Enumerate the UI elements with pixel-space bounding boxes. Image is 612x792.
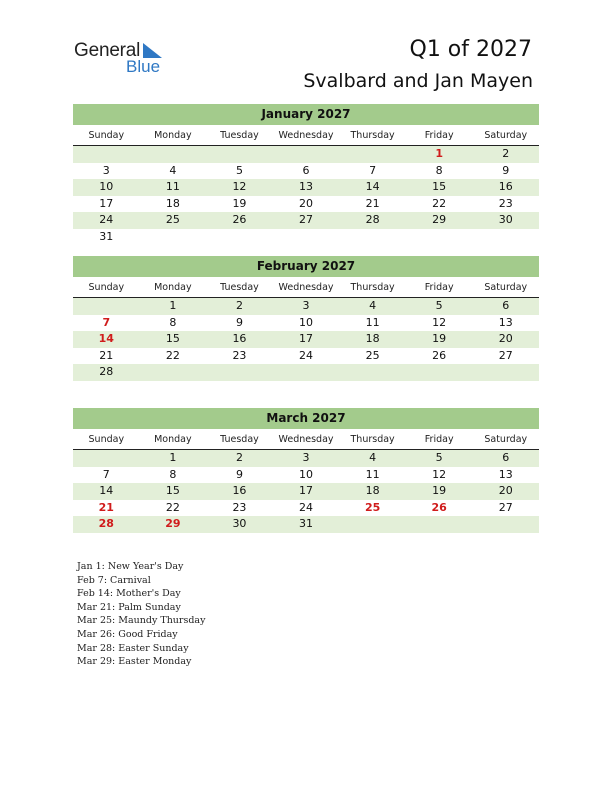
week-row [73,364,539,381]
day-cell: 27 [498,500,513,514]
empty-day-cell [73,450,140,467]
day-cell: 4 [169,163,177,177]
day-cell: 1 [435,147,443,160]
empty-day-cell [73,146,140,163]
day-cell: 24 [99,213,114,226]
weekday-header-row [73,431,539,450]
day-cell: 15 [165,484,180,497]
weekday-label: Thursday [350,130,395,141]
day-cell: 13 [498,315,513,329]
day-cell: 10 [299,467,314,481]
weekday-label: Saturday [484,282,528,293]
holiday-note: Feb 7: Carnival [77,574,151,586]
empty-day-cell [140,229,207,246]
day-cell: 23 [232,348,247,362]
day-cell: 19 [232,196,247,210]
week-row [73,163,539,180]
day-cell: 29 [432,213,447,226]
day-cell: 31 [299,517,314,530]
day-cell: 30 [498,213,513,226]
weekday-label: Tuesday [220,130,259,141]
day-cell: 28 [365,213,380,226]
day-cell: 23 [498,196,513,210]
week-row [73,229,539,246]
holiday-notes [77,560,205,669]
month-january [73,104,539,245]
day-cell: 22 [432,196,447,210]
day-cell: 25 [365,348,380,362]
weekday-label: Thursday [350,434,395,445]
weekday-label: Sunday [88,434,125,445]
empty-day-cell [206,229,273,246]
week-row [73,315,539,332]
empty-day-cell [339,146,406,163]
day-cell: 21 [98,500,114,514]
month-header: January 2027 [73,104,539,125]
day-cell: 12 [232,180,247,193]
day-cell: 30 [232,517,247,530]
day-cell: 26 [432,348,447,362]
day-cell: 22 [165,348,180,362]
day-cell: 16 [232,484,247,497]
day-cell: 3 [302,451,310,464]
month-february [73,256,539,381]
week-row [73,500,539,517]
week-row [73,467,539,484]
day-cell: 1 [169,451,177,464]
day-cell: 21 [365,196,380,210]
day-cell: 18 [365,484,380,497]
page-title: Q1 of 2027 [409,37,532,62]
day-cell: 18 [365,332,380,345]
logo-blue-text: Blue [126,57,161,76]
day-cell: 10 [299,315,314,329]
day-cell: 2 [235,299,243,312]
holiday-note: Feb 14: Mother's Day [77,588,181,600]
weekday-label: Friday [424,434,454,445]
day-cell: 20 [498,332,513,345]
day-cell: 6 [502,451,510,464]
holiday-note: Mar 29: Easter Monday [77,656,192,668]
day-cell: 8 [169,315,177,329]
empty-day-cell [206,146,273,163]
day-cell: 4 [369,451,377,464]
empty-day-cell [273,229,340,246]
day-cell: 6 [502,299,510,312]
day-cell: 31 [99,229,114,243]
day-cell: 6 [302,163,310,177]
week-row [73,179,539,196]
holiday-note: Jan 1: New Year's Day [77,561,184,572]
weekday-label: Sunday [88,282,125,293]
day-cell: 27 [299,213,314,226]
day-cell: 27 [498,348,513,362]
day-cell: 5 [435,451,443,464]
day-cell: 24 [299,348,314,362]
day-cell: 16 [232,332,247,345]
empty-day-cell [273,146,340,163]
day-cell: 9 [502,163,510,177]
day-cell: 14 [99,484,114,497]
day-cell: 7 [102,315,111,329]
day-cell: 19 [432,484,447,497]
empty-day-cell [140,364,207,381]
day-cell: 5 [435,299,443,312]
day-cell: 8 [435,163,443,177]
day-cell: 20 [299,196,314,210]
day-cell: 13 [299,180,314,193]
weekday-label: Wednesday [278,130,334,141]
weekday-label: Tuesday [220,282,259,293]
day-cell: 26 [431,500,447,514]
day-cell: 14 [365,180,380,193]
day-cell: 1 [169,299,177,312]
empty-day-cell [339,364,406,381]
day-cell: 17 [99,196,114,210]
page-subtitle: Svalbard and Jan Mayen [303,70,533,92]
weekday-header-row [73,127,539,146]
weekday-label: Saturday [484,130,528,141]
weekday-label: Saturday [484,434,528,445]
week-row [73,298,539,315]
day-cell: 2 [235,451,243,464]
day-cell: 9 [235,467,243,481]
empty-day-cell [472,364,539,381]
week-row [73,483,539,500]
day-cell: 7 [102,467,110,481]
day-cell: 15 [165,332,180,345]
empty-day-cell [406,364,473,381]
logo-general-text: General [74,40,141,61]
week-row [73,146,539,163]
week-row [73,212,539,229]
day-cell: 11 [365,467,380,481]
month-march [73,408,539,533]
empty-day-cell [206,364,273,381]
day-cell: 16 [498,180,513,193]
day-cell: 8 [169,467,177,481]
day-cell: 2 [502,147,510,160]
day-cell: 29 [165,517,181,530]
weekday-label: Tuesday [220,434,259,445]
day-cell: 18 [165,196,180,210]
empty-day-cell [472,516,539,533]
day-cell: 9 [235,315,243,329]
weekday-label: Sunday [88,130,125,141]
day-cell: 10 [99,180,114,193]
month-header: February 2027 [73,256,539,277]
empty-day-cell [406,516,473,533]
day-cell: 4 [369,299,377,312]
holiday-note: Mar 21: Palm Sunday [77,601,181,613]
weekday-label: Thursday [350,282,395,293]
month-header: March 2027 [73,408,539,429]
day-cell: 12 [432,467,447,481]
day-cell: 23 [232,500,247,514]
empty-day-cell [140,146,207,163]
day-cell: 5 [235,163,243,177]
weekday-label: Wednesday [278,434,334,445]
empty-day-cell [472,229,539,246]
day-cell: 19 [432,332,447,345]
day-cell: 25 [165,213,180,226]
day-cell: 24 [299,500,314,514]
empty-day-cell [73,298,140,315]
day-cell: 11 [165,180,180,193]
weekday-label: Wednesday [278,282,334,293]
day-cell: 12 [432,315,447,329]
weekday-label: Monday [154,434,192,445]
day-cell: 17 [299,332,314,345]
day-cell: 3 [302,299,310,312]
logo [74,40,161,76]
day-cell: 3 [102,163,110,177]
day-cell: 21 [99,348,114,362]
day-cell: 20 [498,484,513,497]
day-cell: 22 [165,500,180,514]
day-cell: 11 [365,315,380,329]
empty-day-cell [273,364,340,381]
weekday-label: Friday [424,130,454,141]
empty-day-cell [339,229,406,246]
day-cell: 26 [232,213,247,226]
week-row [73,196,539,213]
day-cell: 15 [432,180,447,193]
week-row [73,331,539,348]
week-row [73,450,539,467]
weekday-label: Friday [424,282,454,293]
day-cell: 14 [98,332,114,345]
day-cell: 28 [98,517,114,530]
empty-day-cell [339,516,406,533]
week-row [73,516,539,533]
week-row [73,348,539,365]
day-cell: 17 [299,484,314,497]
holiday-note: Mar 26: Good Friday [77,628,178,640]
weekday-label: Monday [154,282,192,293]
day-cell: 28 [99,365,114,378]
holiday-note: Mar 28: Easter Sunday [77,642,189,654]
weekday-label: Monday [154,130,192,141]
empty-day-cell [406,229,473,246]
holiday-note: Mar 25: Maundy Thursday [77,615,206,627]
weekday-header-row [73,279,539,298]
day-cell: 7 [369,163,377,177]
day-cell: 25 [364,500,381,514]
day-cell: 13 [498,467,513,481]
